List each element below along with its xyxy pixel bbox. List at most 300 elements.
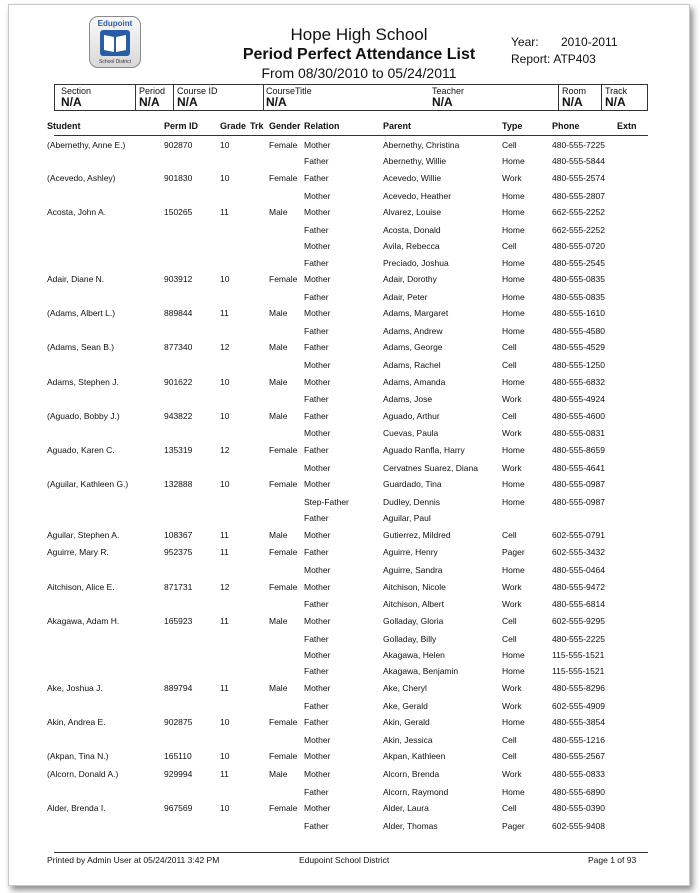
cell-parent: Aguirre, Sandra [383,565,443,576]
cell-type: Cell [502,140,517,150]
cell-phone: 602-555-4909 [552,700,605,711]
cell-relation: Mother [304,615,331,626]
footer-divider [54,852,648,853]
cell-type: Pager [502,547,525,558]
cell-perm-id: 165923 [164,615,193,626]
cell-parent: Aitchison, Nicole [383,581,446,592]
cell-perm-id: 150265 [164,206,193,217]
cell-type: Work [502,581,522,592]
cell-relation: Father [304,291,329,302]
cell-perm-id: 967569 [164,803,193,814]
cell-perm-id: 903912 [164,273,193,284]
cell-relation: Father [304,513,329,524]
table-row [9,495,689,511]
table-row [9,358,689,374]
table-row [9,205,689,223]
cell-grade: 10 [220,716,230,727]
filter-course-title [266,86,312,109]
filter-label: Section [61,86,92,96]
cell-type: Work [502,394,522,405]
cell-phone: 480-555-0987 [552,479,605,490]
cell-parent: Acevedo, Heather [383,190,452,201]
cell-parent: Aguado Ranfla, Harry [383,444,465,455]
filter-divider [173,85,174,110]
cell-student: Adair, Diane N. [47,273,105,284]
cell-relation: Father [304,156,329,167]
filter-divider [558,85,559,110]
cell-parent: Cervatnes Suarez, Diana [383,462,478,473]
cell-parent: Adams, Jose [383,394,433,405]
cell-grade: 12 [220,342,230,353]
cell-phone: 480-555-4580 [552,325,605,336]
table-row [9,614,689,632]
logo-sub-text: School District [99,59,131,65]
cell-parent: Adams, Rachel [383,360,441,371]
cell-type: Work [502,428,522,439]
col-trk: Trk [250,121,264,131]
cell-phone: 480-555-2807 [552,190,605,201]
cell-type: Home [502,206,525,217]
cell-gender: Male [269,682,288,693]
cell-parent: Adams, Amanda [383,376,446,387]
filter-box [54,84,648,111]
filter-divider [263,85,264,110]
filter-label: Track [605,86,628,96]
cell-type: Home [502,565,525,576]
table-row [9,749,689,767]
cell-phone: 480-555-4600 [552,410,605,421]
cell-relation: Mother [304,768,331,779]
col-phone: Phone [552,121,580,131]
filter-value: N/A [139,95,160,109]
cell-type: Cell [502,529,517,540]
table-row [9,340,689,358]
cell-gender: Male [269,410,288,421]
filter-room [562,86,586,109]
report-page [8,4,690,886]
cell-type: Home [502,257,525,268]
table-row [9,306,689,324]
cell-type: Home [502,716,525,727]
cell-grade: 10 [220,172,230,183]
cell-type: Cell [502,803,517,814]
cell-student: (Alcorn, Donald A.) [47,768,119,779]
cell-parent: Akin, Jessica [383,734,433,745]
cell-phone: 480-555-2574 [552,172,605,183]
cell-grade: 10 [220,803,230,814]
cell-perm-id: 871731 [164,581,193,592]
col-type: Type [502,121,523,131]
col-extn: Extn [617,121,637,131]
cell-relation: Mother [304,581,331,592]
cell-parent: Aguado, Arthur [383,410,440,421]
cell-relation: Father [304,342,329,353]
cell-type: Home [502,273,525,284]
cell-grade: 11 [220,615,229,626]
cell-type: Cell [502,342,517,353]
table-row [9,324,689,340]
cell-type: Work [502,599,522,610]
cell-parent: Acevedo, Willie [383,172,442,183]
table-row [9,461,689,477]
cell-grade: 10 [220,273,230,284]
cell-relation: Mother [304,190,331,201]
report-title-block [209,25,509,82]
cell-type: Home [502,224,525,235]
cell-phone: 480-555-7225 [552,140,605,150]
col-parent: Parent [383,121,412,131]
cell-phone: 480-555-0831 [552,428,605,439]
cell-parent: Adams, George [383,342,443,353]
cell-phone: 480-555-4529 [552,342,605,353]
cell-student: Akin, Andrea E. [47,716,106,727]
table-row [9,511,689,527]
table-row [9,409,689,427]
cell-type: Cell [502,360,517,371]
cell-phone: 480-555-0987 [552,496,605,507]
cell-relation: Mother [304,734,331,745]
filter-period [139,86,165,109]
cell-phone: 480-555-0835 [552,273,605,284]
cell-perm-id: 943822 [164,410,193,421]
cell-type: Cell [502,751,517,762]
cell-grade: 12 [220,581,230,592]
cell-grade: 12 [220,444,230,455]
table-row [9,375,689,393]
cell-relation: Mother [304,650,331,660]
cell-type: Home [502,444,525,455]
cell-phone: 480-555-1250 [552,360,605,371]
filter-track [605,86,627,109]
cell-type: Cell [502,734,517,745]
cell-gender: Male [269,615,288,626]
cell-relation: Mother [304,206,331,217]
cell-type: Home [502,786,525,797]
table-row [9,648,689,664]
cell-grade: 10 [220,376,230,387]
filter-label: CourseTitle [266,86,312,96]
cell-relation: Father [304,394,329,405]
table-row [9,563,689,579]
cell-perm-id: 901830 [164,172,193,183]
cell-gender: Male [269,529,288,540]
cell-relation: Mother [304,803,331,814]
cell-parent: Alcorn, Raymond [383,786,449,797]
cell-relation: Mother [304,529,331,540]
cell-perm-id: 889794 [164,682,193,693]
filter-label: Teacher [432,86,465,96]
cell-type: Home [502,325,525,336]
cell-student: Aguirre, Mary R. [47,547,109,558]
cell-relation: Mother [304,360,331,371]
cell-relation: Father [304,666,329,677]
cell-grade: 11 [220,547,229,558]
cell-student: (Adams, Albert L.) [47,308,116,319]
cell-grade: 10 [220,751,230,762]
book-icon [100,30,130,56]
table-row [9,545,689,563]
cell-gender: Female [269,273,298,284]
cell-phone: 602-555-9295 [552,615,605,626]
cell-student: Aitchison, Alice E. [47,581,115,592]
cell-relation: Father [304,172,329,183]
table-row [9,290,689,306]
table-row [9,801,689,819]
cell-perm-id: 135319 [164,444,193,455]
filter-teacher [432,86,464,109]
cell-gender: Female [269,716,298,727]
cell-grade: 11 [220,682,229,693]
cell-parent: Alder, Laura [383,803,429,814]
cell-gender: Female [269,444,298,455]
cell-phone: 602-555-3432 [552,547,605,558]
filter-divider [135,85,136,110]
attendance-table-body [9,138,689,835]
table-row [9,154,689,170]
cell-parent: Aitchison, Albert [383,599,444,610]
cell-student: (Aguado, Bobby J.) [47,410,120,421]
cell-perm-id: 901622 [164,376,193,387]
cell-parent: Guardado, Tina [383,479,442,490]
cell-gender: Female [269,751,298,762]
cell-parent: Acosta, Donald [383,224,441,235]
report-label: Report: [511,52,551,66]
cell-phone: 115-555-1521 [552,650,605,660]
cell-phone: 602-555-0791 [552,529,605,540]
cell-student: Aguilar, Stephen A. [47,529,120,540]
filter-label: Period [139,86,166,96]
cell-parent: Adams, Margaret [383,308,449,319]
table-row [9,664,689,680]
cell-parent: Adair, Dorothy [383,273,437,284]
filter-divider [601,85,602,110]
cell-student: (Adams, Sean B.) [47,342,115,353]
cell-phone: 480-555-2567 [552,751,605,762]
cell-gender: Female [269,803,298,814]
cell-perm-id: 902875 [164,716,193,727]
cell-relation: Mother [304,273,331,284]
table-row [9,392,689,408]
footer-page-number: Page 1 of 93 [588,855,637,865]
report-name: Period Perfect Attendance List [242,46,476,63]
cell-parent: Avila, Rebecca [383,241,440,252]
cell-type: Cell [502,241,517,252]
cell-type: Home [502,479,525,490]
cell-gender: Male [269,768,288,779]
cell-parent: Akagawa, Benjamin [383,666,459,677]
table-header [9,121,689,133]
cell-student: Ake, Joshua J. [47,682,103,693]
cell-relation: Father [304,444,329,455]
table-row [9,138,689,154]
filter-value: N/A [432,95,453,109]
cell-relation: Father [304,224,329,235]
cell-perm-id: 889844 [164,308,193,319]
cell-relation: Father [304,700,329,711]
cell-relation: Mother [304,140,331,150]
cell-type: Cell [502,633,517,644]
report-meta [511,34,618,68]
col-perm-id: Perm ID [164,121,199,131]
cell-parent: Abernethy, Christina [383,140,460,150]
cell-perm-id: 108367 [164,529,193,540]
cell-type: Home [502,308,525,319]
cell-phone: 480-555-4924 [552,394,605,405]
cell-relation: Father [304,325,329,336]
table-row [9,443,689,461]
cell-gender: Male [269,342,288,353]
cell-relation: Mother [304,428,331,439]
cell-phone: 115-555-1521 [552,666,605,677]
header-divider [54,135,648,136]
cell-type: Work [502,172,522,183]
cell-phone: 480-555-2545 [552,257,605,268]
cell-parent: Ake, Gerald [383,700,428,711]
table-row [9,528,689,546]
table-row [9,189,689,205]
cell-gender: Male [269,376,288,387]
edupoint-logo [89,16,141,68]
cell-gender: Female [269,140,298,150]
cell-parent: Akpan, Kathleen [383,751,446,762]
table-row [9,580,689,598]
cell-perm-id: 877340 [164,342,193,353]
cell-type: Work [502,682,522,693]
cell-relation: Mother [304,308,331,319]
cell-gender: Female [269,581,298,592]
table-row [9,699,689,715]
cell-parent: Golladay, Gloria [383,615,444,626]
cell-parent: Gutierrez, Mildred [383,529,451,540]
cell-parent: Dudley, Dennis [383,496,441,507]
cell-type: Home [502,666,525,677]
cell-grade: 11 [220,308,229,319]
cell-parent: Aguirre, Henry [383,547,438,558]
logo-brand-text: Edupoint [97,19,133,28]
col-student: Student [47,121,81,131]
cell-relation: Mother [304,462,331,473]
filter-section [61,86,91,109]
cell-perm-id: 902870 [164,140,193,150]
cell-student: (Aguilar, Kathleen G.) [47,479,129,490]
table-row [9,819,689,835]
table-row [9,733,689,749]
cell-grade: 11 [220,206,229,217]
cell-relation: Mother [304,682,331,693]
cell-parent: Golladay, Billy [383,633,437,644]
cell-phone: 480-555-1610 [552,308,605,319]
cell-phone: 480-555-3854 [552,716,605,727]
cell-grade: 11 [220,529,229,540]
cell-phone: 480-555-6832 [552,376,605,387]
filter-label: Room [562,86,587,96]
cell-relation: Father [304,786,329,797]
cell-student: (Akpan, Tina N.) [47,751,109,762]
table-row [9,477,689,495]
cell-grade: 11 [220,768,229,779]
cell-phone: 662-555-2252 [552,224,605,235]
cell-relation: Father [304,547,329,558]
cell-perm-id: 165110 [164,751,192,762]
cell-phone: 480-555-0390 [552,803,605,814]
cell-parent: Akin, Gerald [383,716,430,727]
cell-grade: 10 [220,410,230,421]
cell-student: Acosta, John A. [47,206,107,217]
cell-phone: 480-555-5844 [552,156,605,167]
table-row [9,767,689,785]
cell-relation: Mother [304,751,331,762]
cell-phone: 480-555-9472 [552,581,605,592]
cell-type: Work [502,462,522,473]
filter-value: N/A [177,95,198,109]
table-row [9,785,689,801]
cell-perm-id: 929994 [164,768,193,779]
date-range: From 08/30/2010 to 05/24/2011 [261,65,457,81]
table-row [9,272,689,290]
cell-student: (Abernethy, Anne E.) [47,140,126,150]
cell-relation: Father [304,820,329,831]
year-label: Year: [511,35,539,49]
table-row [9,632,689,648]
cell-student: Aguado, Karen C. [47,444,115,455]
cell-type: Home [502,291,525,302]
cell-student: (Acevedo, Ashley) [47,172,116,183]
cell-student: Alder, Brenda I. [47,803,106,814]
cell-type: Pager [502,820,525,831]
cell-phone: 480-555-0833 [552,768,605,779]
cell-perm-id: 952375 [164,547,193,558]
col-grade: Grade [220,121,247,131]
cell-relation: Father [304,257,329,268]
table-row [9,597,689,613]
col-relation: Relation [304,121,340,131]
cell-relation: Mother [304,565,331,576]
cell-relation: Mother [304,376,331,387]
cell-phone: 480-555-0720 [552,241,605,252]
table-row [9,256,689,272]
filter-label: Course ID [177,86,218,96]
cell-relation: Father [304,410,329,421]
cell-phone: 480-555-8296 [552,682,605,693]
cell-phone: 480-555-6814 [552,599,605,610]
cell-phone: 662-555-2252 [552,206,605,217]
cell-gender: Male [269,308,288,319]
cell-parent: Cuevas, Paula [383,428,439,439]
cell-grade: 10 [220,479,230,490]
cell-gender: Female [269,479,298,490]
cell-relation: Step-Father [304,496,349,507]
cell-relation: Father [304,716,329,727]
cell-student: Adams, Stephen J. [47,376,119,387]
filter-course-id [177,86,218,109]
cell-gender: Male [269,206,288,217]
cell-relation: Mother [304,241,331,252]
cell-gender: Female [269,547,298,558]
cell-grade: 10 [220,140,230,150]
year-value: 2010-2011 [561,35,618,49]
cell-phone: 602-555-9408 [552,820,605,831]
cell-type: Cell [502,615,517,626]
cell-type: Home [502,376,525,387]
cell-type: Cell [502,410,517,421]
cell-type: Home [502,156,525,167]
cell-phone: 480-555-1216 [552,734,605,745]
filter-value: N/A [562,95,583,109]
cell-phone: 480-555-8659 [552,444,605,455]
cell-parent: Alder, Thomas [383,820,438,831]
cell-relation: Mother [304,479,331,490]
table-row [9,223,689,239]
